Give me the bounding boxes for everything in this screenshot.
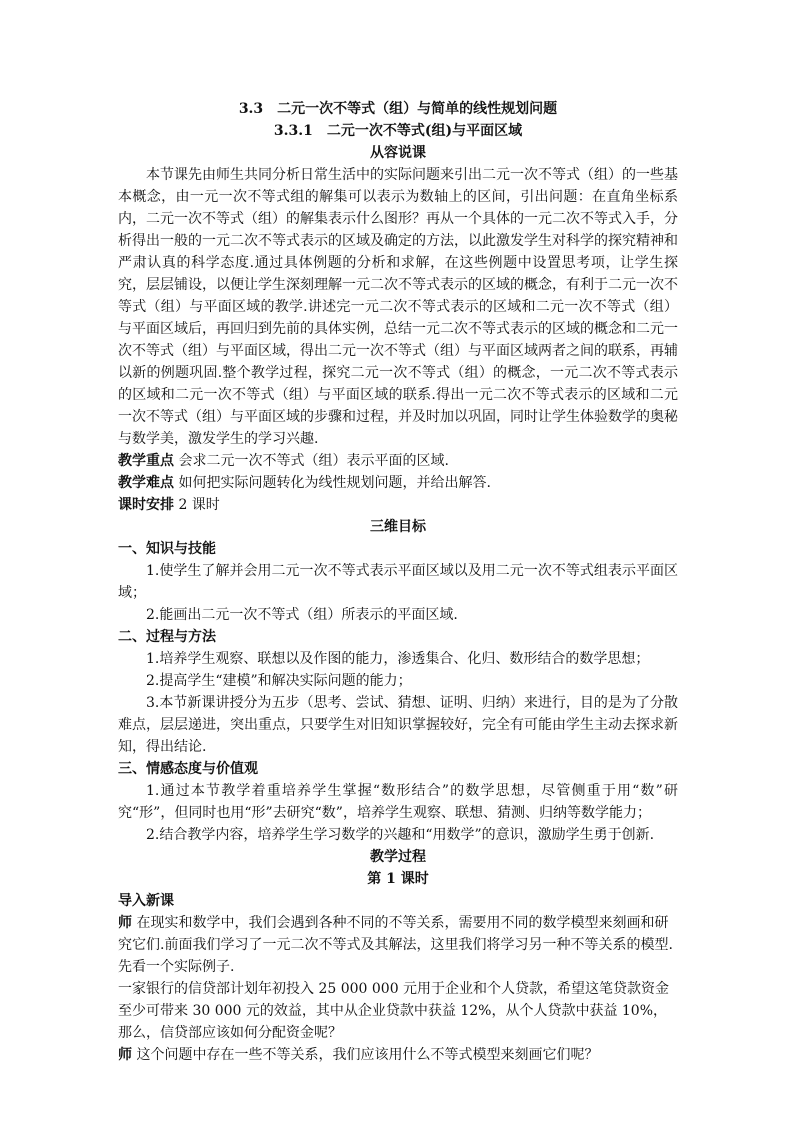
key-point-label: 教学重点 <box>118 453 174 469</box>
intro-paragraph: 本节课先由师生共同分析日常生活中的实际问题来引出二元一次不等式（组）的一些基本概念，由一元一次不等式组的解集可以表示为数轴上的区间，引出问题：在直角坐标系内，二元一次不等式（组）的解集表示什么图形？再从一个具体的一元二次不等式入手，分析得出一般的一元二次不等式表示的区域及确定的方法，以此激发学生对科学的探究精神和严肃认真的科学态度.通过具体例题的分析和求解，在这些例题中设置思考项，让学生探究，层层铺设，以便让学生深刻理解一元二次不等式表示的区域的概念，有利于二元一次不等式（组）与平面区域的教学.讲述完一元二次不等式表示的区域和二元一次不等式（组）与平面区域后，再回归到先前的具体实例，总结一元二次不等式表示的区域的概念和二元一次不等式（组）与平面区域，得出二元一次不等式（组）与平面区域两者之间的联系，再辅以新的例题巩固.整个教学过程，探究二元一次不等式（组）的概念，一元二次不等式表示的区域和二元一次不等式（组）与平面区域的联系.得出一元二次不等式表示的区域和二元一次不等式（组）与平面区域的步骤和过程，并及时加以巩固，同时让学生体验数学的奥秘与数学美，激发学生的学习兴趣. <box>118 167 678 447</box>
goal2-heading: 二、过程与方法 <box>118 629 216 645</box>
content-heading: 从容说课 <box>370 145 426 161</box>
difficulty-label: 教学难点 <box>118 475 174 491</box>
goal3-item: 2.结合教学内容，培养学生学习数学的兴趣和“用数学”的意识，激励学生勇于创新. <box>146 827 655 843</box>
teacher-remark <box>118 1044 678 1066</box>
teacher-text: 在现实和数学中，我们会遇到各种不同的不等关系，需要用不同的数学模型来刻画和研究它们.前面我们学习了一元二次不等式及其解法，这里我们将学习另一种不等关系的模型.先看一个实际例子. <box>118 915 673 975</box>
goal2-item: 1.培养学生观察、联想以及作图的能力，渗透集合、化归、数形结合的数学思想； <box>146 651 650 667</box>
goal1-heading: 一、知识与技能 <box>118 541 216 557</box>
intro-heading: 导入新课 <box>118 893 174 909</box>
goal3-item: 1.通过本节教学着重培养学生掌握“数形结合”的数学思想，尽管侧重于用“数”研究“形”，但同时也用“形”去研究“数”，培养学生观察、联想、猜测、归纳等数学能力； <box>118 783 678 821</box>
schedule-text: 2 课时 <box>174 497 220 513</box>
chapter-title: 3.3 二元一次不等式（组）与简单的线性规划问题 <box>238 101 558 117</box>
process-heading: 教学过程 <box>370 849 426 865</box>
key-point <box>118 450 678 472</box>
teacher-label: 师 <box>118 1047 132 1063</box>
goal1-item: 2.能画出二元一次不等式（组）所表示的平面区域. <box>146 607 458 623</box>
schedule <box>118 494 678 516</box>
lesson-heading: 第 1 课时 <box>367 871 429 887</box>
key-point-text: 会求二元一次不等式（组）表示平面的区域. <box>174 453 449 469</box>
difficulty <box>118 472 678 494</box>
schedule-label: 课时安排 <box>118 497 174 513</box>
teacher-remark <box>118 912 678 978</box>
section-title: 3.3.1 二元一次不等式(组)与平面区域 <box>273 123 523 139</box>
example-problem: 一家银行的信贷部计划年初投入 25 000 000 元用于企业和个人贷款，希望这笔贷款资金至少可带来 30 000 元的效益，其中从企业贷款中获益 12%，从个人贷款中获益 10%，那么，信贷部应该如何分配资金呢？ <box>118 981 670 1041</box>
teacher-text: 这个问题中存在一些不等关系，我们应该用什么不等式模型来刻画它们呢？ <box>132 1047 599 1063</box>
goal2-item: 3.本节新课讲授分为五步（思考、尝试、猜想、证明、归纳）来进行，目的是为了分散难点，层层递进，突出重点，只要学生对旧知识掌握较好，完全有可能由学生主动去探求新知，得出结论. <box>118 695 678 755</box>
goal1-item: 1.使学生了解并会用二元一次不等式表示平面区域以及用二元一次不等式组表示平面区域； <box>118 563 678 601</box>
teacher-label: 师 <box>118 915 132 931</box>
document-page <box>118 98 678 1066</box>
difficulty-text: 如何把实际问题转化为线性规划问题，并给出解答. <box>174 475 491 491</box>
goal3-heading: 三、情感态度与价值观 <box>118 761 258 777</box>
goal2-item: 2.提高学生“建模”和解决实际问题的能力； <box>146 673 412 689</box>
goals-heading: 三维目标 <box>370 519 426 535</box>
